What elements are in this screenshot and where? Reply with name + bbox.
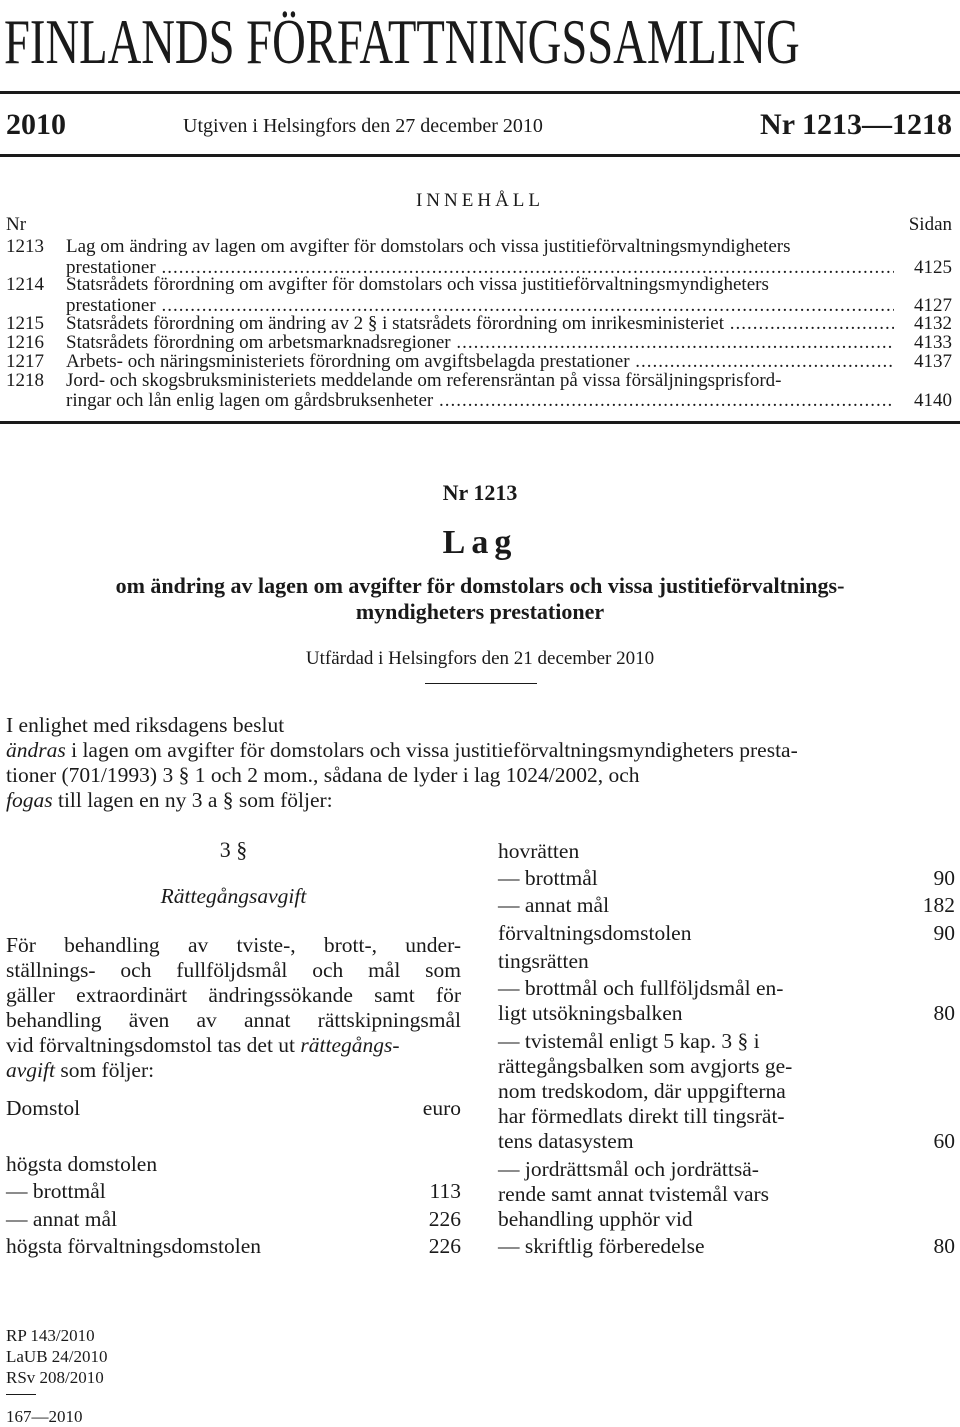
fee-label: — jordrättsmål och jordrättsä- <box>498 1157 759 1181</box>
toc-col-page: Sidan <box>908 214 952 235</box>
toc-entry-page: 4132 <box>914 313 952 334</box>
fee-label: rättegångsbalken som avgjorts ge- <box>498 1054 793 1078</box>
para-line <box>6 1033 461 1058</box>
fee-label: nom tredskodom, där uppgifterna <box>498 1079 786 1103</box>
toc-entry-page: 4137 <box>914 351 952 372</box>
section-heading: Rättegångsavgift <box>160 884 307 908</box>
para-line: För behandling av tviste-, brott-, under- <box>6 933 461 957</box>
toc-entry-title[interactable]: Statsrådets förordning om avgifter för domstolars och vissa justitieförvaltningsmyndigheters <box>66 274 769 295</box>
fee-value: 113 <box>429 1179 461 1203</box>
intro-line <box>6 763 956 788</box>
fee-label: behandling upphör vid <box>498 1207 693 1231</box>
intro-line-rest: i lagen om avgifter för domstolars och vissa justitieförvaltningsmyndigheters presta- <box>65 738 798 762</box>
toc-entry-nr: 1218 <box>6 370 44 391</box>
toc-entry-page: 4125 <box>914 257 952 278</box>
para-em: rättegångs- <box>300 1033 400 1057</box>
footer-rule <box>6 1394 36 1395</box>
fee-value: 90 <box>933 866 955 890</box>
para-em: avgift <box>6 1058 55 1082</box>
fee-label: hovrätten <box>498 839 580 863</box>
fee-label: högsta förvaltningsdomstolen <box>6 1234 261 1258</box>
issue-numbers: Nr 1213—1218 <box>760 108 952 141</box>
fee-label: — annat mål <box>6 1207 118 1231</box>
act-number: Nr 1213 <box>442 480 518 505</box>
toc-entry-page: 4133 <box>914 332 952 353</box>
toc-bottom-rule <box>0 421 960 424</box>
fee-value: 182 <box>922 893 955 917</box>
para-line: gäller extraordinärt ändringssökande samt för <box>6 983 461 1007</box>
act-issued: Utfärdad i Helsingfors den 21 december 2010 <box>305 648 655 669</box>
toc-entry-title[interactable]: Lag om ändring av lagen om avgifter för domstolars och vissa justitieförvaltningsmyndigheters <box>66 236 791 257</box>
para-line-part: som följer: <box>54 1058 155 1082</box>
fee-label: — tvistemål enligt 5 kap. 3 § i <box>498 1029 760 1053</box>
para-line: behandling även av annat rättskipningsmål <box>6 1008 461 1032</box>
act-title-line: myndigheters prestationer <box>355 599 605 624</box>
fee-value: 226 <box>428 1234 461 1258</box>
issue-published: Utgiven i Helsingfors den 27 december 2010 <box>183 115 543 137</box>
fee-label: ligt utsökningsbalken <box>498 1001 683 1025</box>
intro-line-part-em: ) 3 § 1 och 2 mom., sådana de lyder i lag 1024/2002, och <box>149 763 640 787</box>
fee-label: tingsrätten <box>498 949 589 973</box>
para-line-part: vid förvaltningsdomstol tas det ut <box>6 1033 301 1057</box>
toc-entry-title-cont[interactable]: ringar och lån enlig lagen om gårdsbruksenheter ..... <box>66 390 894 411</box>
fee-label: har förmedlats direkt till tingsrät- <box>498 1104 785 1128</box>
toc-entry-title-cont[interactable]: prestationer ..... <box>66 257 894 278</box>
intro-line-rest: till lagen en ny 3 a § som följer: <box>52 788 333 812</box>
toc-entry-page: 4127 <box>914 295 952 316</box>
fee-label: — skriftlig förberedelse <box>498 1234 705 1258</box>
issue-rule <box>0 154 960 157</box>
toc-entry-nr: 1214 <box>6 274 44 295</box>
intro-text <box>6 713 956 813</box>
toc-entry-title-cont[interactable]: prestationer ..... <box>66 295 894 316</box>
fee-label: rende samt annat tvistemål vars <box>498 1182 770 1206</box>
intro-em-andras: ändras <box>6 738 66 762</box>
fee-value: 226 <box>428 1207 461 1231</box>
reference-item: RP 143/2010 <box>6 1326 95 1345</box>
fee-label: högsta domstolen <box>6 1152 158 1176</box>
toc-entry-nr: 1216 <box>6 332 44 353</box>
reference-item: LaUB 24/2010 <box>6 1347 108 1366</box>
fee-label: förvaltningsdomstolen <box>498 921 692 945</box>
table-header-right: euro <box>422 1096 461 1120</box>
toc-entry-nr: 1213 <box>6 236 44 257</box>
toc-entry-title[interactable]: Statsrådets förordning om ändring av 2 § i statsrådets förordning om inrikesministeriet ..... <box>66 313 894 334</box>
masthead-title: FINLANDS FÖRFATTNINGSSAMLING <box>4 7 800 77</box>
issue-year: 2010 <box>6 108 66 141</box>
toc-entry-title[interactable]: Jord- och skogsbruksministeriets meddelande om referensräntan på vissa försäljningsprisford- <box>66 370 782 391</box>
toc-entry-nr: 1215 <box>6 313 44 334</box>
fee-label: tens datasystem <box>498 1129 634 1153</box>
fee-label: — annat mål <box>498 893 610 917</box>
top-rule <box>0 91 960 94</box>
table-header-left: Domstol <box>6 1096 81 1120</box>
section-paragraph <box>6 933 461 1083</box>
intro-line <box>6 788 956 813</box>
para-line <box>6 1058 461 1083</box>
toc-entry-title[interactable]: Statsrådets förordning om arbetsmarknadsregioner ..... <box>66 332 894 353</box>
toc-col-nr: Nr <box>6 214 27 235</box>
act-title-line: om ändring av lagen om avgifter för domstolars och vissa justitieförvaltnings- <box>115 573 845 598</box>
toc-entry-title[interactable]: Arbets- och näringsministeriets förordning om avgiftsbelagda prestationer ..... <box>66 351 894 372</box>
short-rule <box>425 683 537 684</box>
toc-entry-page: 4140 <box>914 390 952 411</box>
intro-line <box>6 738 956 763</box>
intro-line-part: tioner (701/1993 <box>6 763 150 787</box>
references <box>6 1325 108 1388</box>
fee-label: — brottmål och fullföljdsmål en- <box>498 976 784 1000</box>
reference-item: RSv 208/2010 <box>6 1368 104 1387</box>
act-type: Lag <box>442 524 518 561</box>
footer-code: 167—2010 <box>6 1407 83 1426</box>
fee-label: — brottmål <box>498 866 598 890</box>
section-number: 3 § <box>219 837 248 862</box>
toc-entry-nr: 1217 <box>6 351 44 372</box>
fee-value: 60 <box>933 1129 955 1153</box>
fee-value: 80 <box>933 1234 955 1258</box>
fee-value: 90 <box>933 921 955 945</box>
fee-value: 80 <box>933 1001 955 1025</box>
fee-label: — brottmål <box>6 1179 106 1203</box>
toc-heading: INNEHÅLL <box>415 190 545 211</box>
intro-em-fogas: fogas <box>6 788 53 812</box>
para-line: ställnings- och fullföljdsmål och mål som <box>6 958 461 982</box>
act-title <box>0 573 960 625</box>
intro-line: I enlighet med riksdagens beslut <box>6 713 285 737</box>
